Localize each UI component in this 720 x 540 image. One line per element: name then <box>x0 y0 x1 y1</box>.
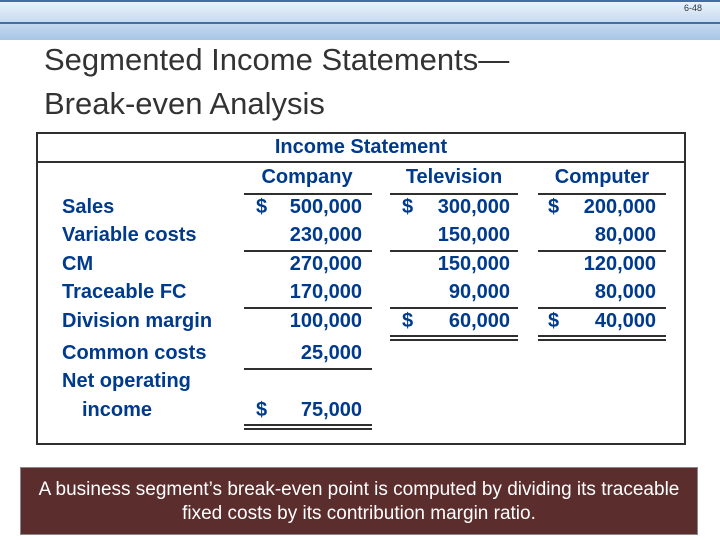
subtotal-rule <box>244 250 372 252</box>
income-statement-table <box>36 132 686 445</box>
row-label-income: income <box>82 399 153 421</box>
cell-variable-costs-company: 230,000 <box>289 224 362 246</box>
cell-common-costs-company: 25,000 <box>300 342 362 364</box>
cell-variable-costs-computer: 80,000 <box>594 224 656 246</box>
double-rule-bottom <box>538 339 666 341</box>
slide-number: 6-48 <box>683 3 702 13</box>
heading-rule <box>38 161 684 163</box>
row-label-variable-costs: Variable costs <box>62 224 197 246</box>
row-label-net-operating: Net operating <box>62 370 191 392</box>
dollar-sign: $ <box>548 310 560 332</box>
column-header-rule-television <box>390 193 518 195</box>
cell-division-margin-company: 100,000 <box>289 310 362 332</box>
cell-traceable-fc-television: 90,000 <box>448 281 510 303</box>
dollar-sign: $ <box>402 310 414 332</box>
double-rule-top <box>244 424 372 426</box>
subtotal-rule <box>390 307 518 309</box>
column-header-television: Television <box>405 166 503 188</box>
column-header-rule-computer <box>538 193 666 195</box>
slide-title-line1: Segmented Income Statements— <box>44 42 510 77</box>
dollar-sign: $ <box>256 399 268 421</box>
slide-title-line2: Break-even Analysis <box>44 86 325 121</box>
cell-net-operating-income-company: 75,000 <box>300 399 362 421</box>
cell-traceable-fc-computer: 80,000 <box>594 281 656 303</box>
callout-note: A business segment’s break-even point is computed by dividing its traceable fixed costs by its contribution margin ratio. <box>20 467 698 535</box>
dollar-sign: $ <box>548 196 560 218</box>
subtotal-rule <box>390 250 518 252</box>
dollar-sign: $ <box>256 196 268 218</box>
cell-sales-computer: 200,000 <box>583 196 656 218</box>
header-rule-middle <box>0 22 720 24</box>
cell-division-margin-computer: 40,000 <box>594 310 656 332</box>
cell-division-margin-television: 60,000 <box>448 310 510 332</box>
cell-sales-company: 500,000 <box>289 196 362 218</box>
double-rule-bottom <box>390 339 518 341</box>
cell-variable-costs-television: 150,000 <box>437 224 510 246</box>
subtotal-rule <box>538 250 666 252</box>
row-label-common-costs: Common costs <box>62 342 207 364</box>
slide-title <box>44 38 684 126</box>
subtotal-rule <box>538 307 666 309</box>
cell-traceable-fc-company: 170,000 <box>289 281 362 303</box>
double-rule-top <box>390 335 518 337</box>
row-label-division-margin: Division margin <box>62 310 213 332</box>
subtotal-rule <box>244 307 372 309</box>
column-header-company: Company <box>261 166 353 188</box>
column-header-computer: Computer <box>554 166 650 188</box>
table-heading: Income Statement <box>274 136 448 158</box>
double-rule-bottom <box>244 428 372 430</box>
subtotal-rule <box>244 368 372 370</box>
column-header-rule-company <box>244 193 372 195</box>
header-rule-top <box>0 0 720 2</box>
double-rule-top <box>538 335 666 337</box>
row-label-traceable-fc: Traceable FC <box>62 281 187 303</box>
dollar-sign: $ <box>402 196 414 218</box>
header-band <box>0 0 720 40</box>
cell-cm-company: 270,000 <box>289 253 362 275</box>
row-label-sales: Sales <box>62 196 115 218</box>
cell-sales-television: 300,000 <box>437 196 510 218</box>
cell-cm-television: 150,000 <box>437 253 510 275</box>
cell-cm-computer: 120,000 <box>583 253 656 275</box>
row-label-cm: CM <box>62 253 94 275</box>
